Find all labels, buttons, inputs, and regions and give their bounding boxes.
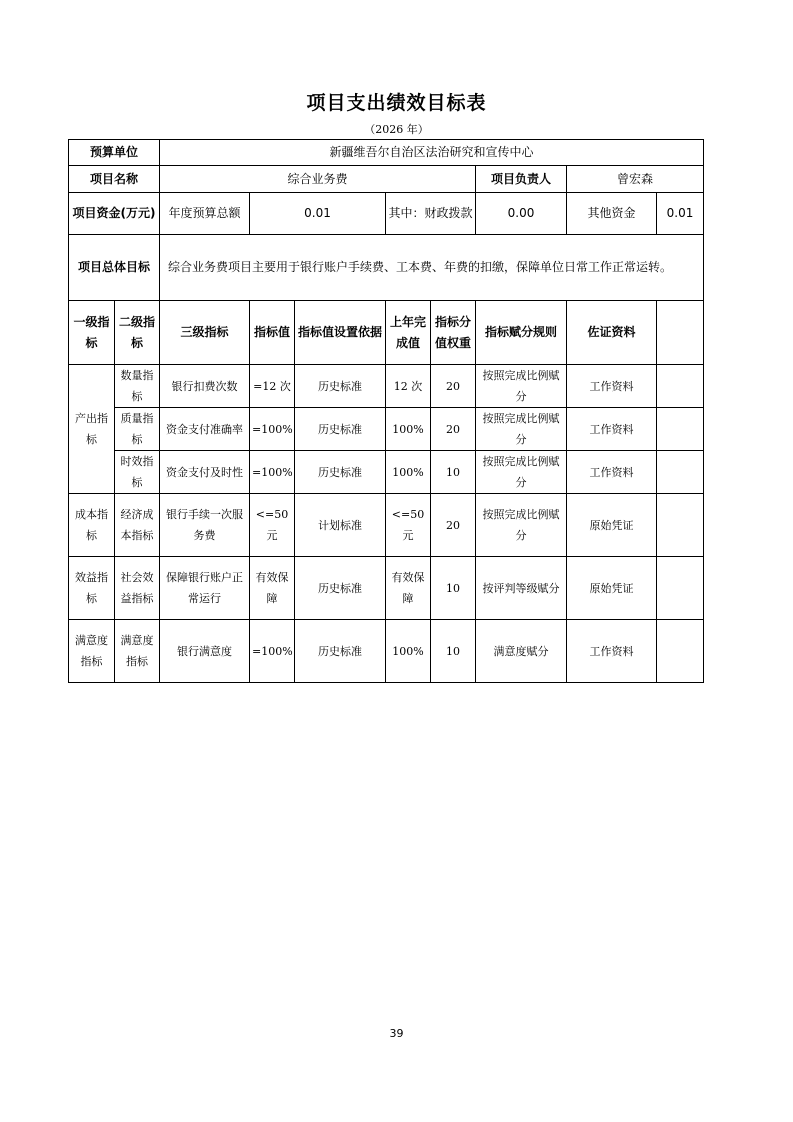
row-basis: 历史标准 <box>295 408 386 451</box>
row-evidence: 工作资料 <box>567 408 657 451</box>
row-value: =12 次 <box>250 365 295 408</box>
row-value: 有效保障 <box>250 557 295 620</box>
row-blank <box>657 408 704 451</box>
row-rule: 满意度赋分 <box>476 620 567 683</box>
funds-row <box>69 193 704 235</box>
group-level1: 满意度指标 <box>69 620 115 683</box>
row-basis: 历史标准 <box>295 451 386 494</box>
fiscal-value: 0.00 <box>476 193 567 235</box>
row-weight: 10 <box>431 557 476 620</box>
row-level2: 质量指标 <box>115 408 160 451</box>
row-value: =100% <box>250 620 295 683</box>
row-blank <box>657 494 704 557</box>
row-last-year: <=50元 <box>386 494 431 557</box>
header-evidence: 佐证资料 <box>567 301 657 365</box>
row-blank <box>657 365 704 408</box>
row-rule: 按照完成比例赋分 <box>476 365 567 408</box>
goal-label: 项目总体目标 <box>69 235 160 301</box>
header-basis: 指标值设置依据 <box>295 301 386 365</box>
row-level2: 数量指标 <box>115 365 160 408</box>
page-title: 项目支出绩效目标表 <box>306 92 487 114</box>
header-weight: 指标分值权重 <box>431 301 476 365</box>
row-rule: 按照完成比例赋分 <box>476 451 567 494</box>
header-level3: 三级指标 <box>160 301 250 365</box>
header-last-year: 上年完成值 <box>386 301 431 365</box>
row-last-year: 100% <box>386 620 431 683</box>
row-last-year: 12 次 <box>386 365 431 408</box>
header-rule: 指标赋分规则 <box>476 301 567 365</box>
row-basis: 历史标准 <box>295 365 386 408</box>
row-rule: 按评判等级赋分 <box>476 557 567 620</box>
row-last-year: 100% <box>386 451 431 494</box>
row-evidence: 原始凭证 <box>567 557 657 620</box>
project-name-label: 项目名称 <box>69 166 160 193</box>
unit-label: 预算单位 <box>69 140 160 166</box>
group-level1: 效益指标 <box>69 557 115 620</box>
row-basis: 计划标准 <box>295 494 386 557</box>
table-row <box>69 620 704 683</box>
row-value: =100% <box>250 408 295 451</box>
header-level1: 一级指标 <box>69 301 115 365</box>
row-weight: 20 <box>431 408 476 451</box>
row-weight: 20 <box>431 494 476 557</box>
header-row <box>69 301 704 365</box>
row-last-year: 有效保障 <box>386 557 431 620</box>
other-label: 其他资金 <box>567 193 657 235</box>
row-rule: 按照完成比例赋分 <box>476 494 567 557</box>
row-basis: 历史标准 <box>295 620 386 683</box>
funds-label: 项目资金(万元) <box>69 193 160 235</box>
row-basis: 历史标准 <box>295 557 386 620</box>
row-blank <box>657 451 704 494</box>
row-level2: 社会效益指标 <box>115 557 160 620</box>
year-label: （2026 年） <box>364 123 429 136</box>
header-blank <box>657 301 704 365</box>
annual-budget-label: 年度预算总额 <box>160 193 250 235</box>
row-level3: 资金支付及时性 <box>160 451 250 494</box>
row-level3: 银行扣费次数 <box>160 365 250 408</box>
manager-value: 曾宏森 <box>567 166 704 193</box>
performance-table <box>68 139 704 683</box>
row-level3: 保障银行账户正常运行 <box>160 557 250 620</box>
table-row <box>69 494 704 557</box>
page-number: 39 <box>389 1027 404 1040</box>
row-evidence: 工作资料 <box>567 620 657 683</box>
row-last-year: 100% <box>386 408 431 451</box>
project-name-row <box>69 166 704 193</box>
group-level1: 产出指标 <box>69 365 115 494</box>
manager-label: 项目负责人 <box>476 166 567 193</box>
row-level3: 银行满意度 <box>160 620 250 683</box>
row-evidence: 原始凭证 <box>567 494 657 557</box>
annual-budget-value: 0.01 <box>250 193 386 235</box>
row-evidence: 工作资料 <box>567 365 657 408</box>
row-level3: 资金支付准确率 <box>160 408 250 451</box>
row-level3: 银行手续一次服务费 <box>160 494 250 557</box>
row-level2: 满意度指标 <box>115 620 160 683</box>
table-row <box>69 365 704 408</box>
header-level2: 二级指标 <box>115 301 160 365</box>
unit-row <box>69 140 704 166</box>
row-blank <box>657 620 704 683</box>
table-row <box>69 408 704 451</box>
unit-value: 新疆维吾尔自治区法治研究和宣传中心 <box>160 140 704 166</box>
header-value: 指标值 <box>250 301 295 365</box>
goal-value: 综合业务费项目主要用于银行账户手续费、工本费、年费的扣缴，保障单位日常工作正常运转。 <box>160 235 704 301</box>
fiscal-label: 其中：财政拨款 <box>386 193 476 235</box>
table-row <box>69 557 704 620</box>
project-name-value: 综合业务费 <box>160 166 476 193</box>
row-level2: 时效指标 <box>115 451 160 494</box>
row-value: =100% <box>250 451 295 494</box>
row-evidence: 工作资料 <box>567 451 657 494</box>
row-blank <box>657 557 704 620</box>
row-weight: 20 <box>431 365 476 408</box>
goal-row <box>69 235 704 301</box>
row-weight: 10 <box>431 451 476 494</box>
group-level1: 成本指标 <box>69 494 115 557</box>
row-weight: 10 <box>431 620 476 683</box>
other-value: 0.01 <box>657 193 704 235</box>
row-level2: 经济成本指标 <box>115 494 160 557</box>
row-value: <=50元 <box>250 494 295 557</box>
table-row <box>69 451 704 494</box>
row-rule: 按照完成比例赋分 <box>476 408 567 451</box>
